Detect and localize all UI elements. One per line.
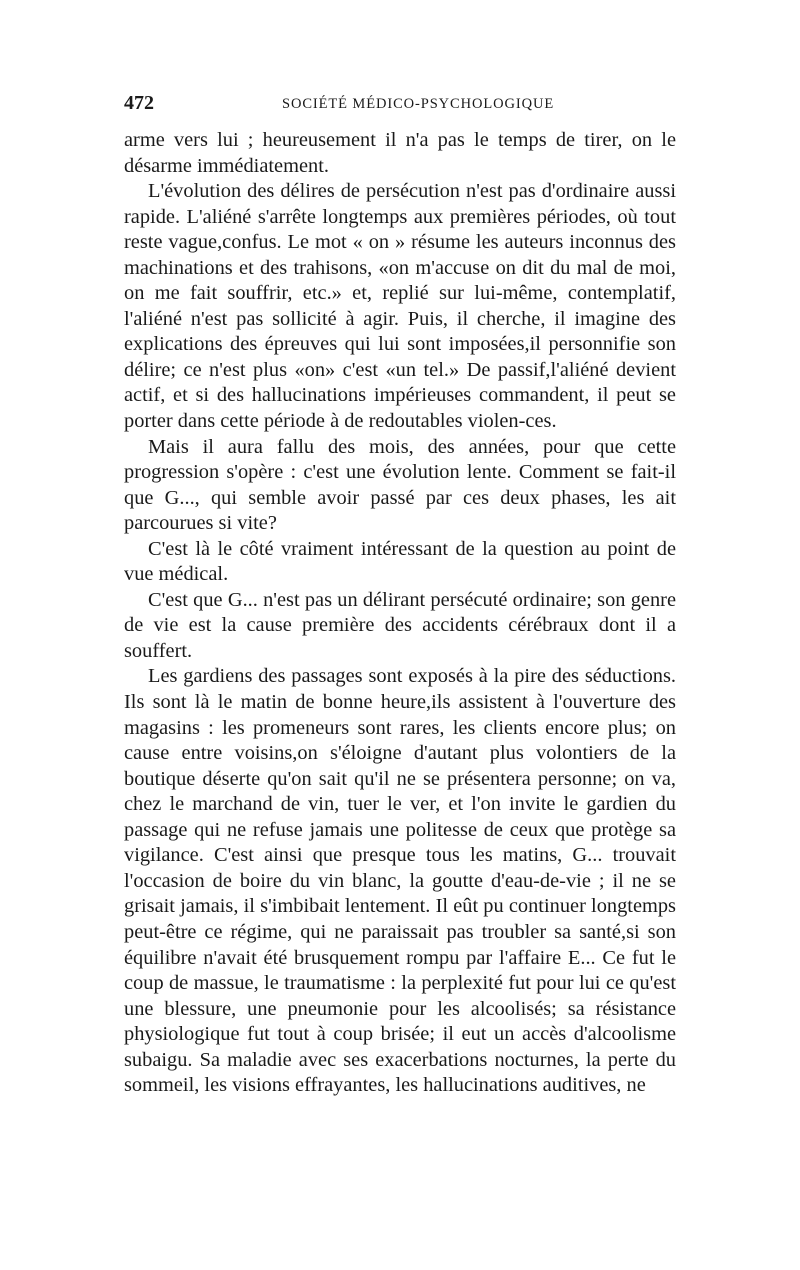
- paragraph-continuation: arme vers lui ; heureusement il n'a pas le temps de tirer, on le désarme immédiatement.: [124, 129, 676, 177]
- paragraph-gardiens-passages: Les gardiens des passages sont exposés à la pire des séductions. Ils sont là le matin de bonne heure,ils assistent à l'ouverture des magasins : les promeneurs sont rares, les clients encore plus; on cause entre voisins,on s'éloigne d'autant plus volontiers de la boutique déserte qu'on sait qu'il ne se présentera personne; on va, chez le marchand de vin, tuer le ver, et l'on invite le gardien du passage qui ne refuse jamais une politesse de ceux que protège sa vigilance. C'est ainsi que presque tous les matins, G... trouvait l'occasion de boire du vin blanc, la goutte d'eau-de-vie ; il ne se grisait jamais, il s'imbibait lentement. Il eût pu continuer longtemps peut-être ce régime, qui ne paraissait pas troubler sa santé,si son équilibre n'avait été brusquement rompu par l'affaire E... Ce fut le coup de massue, le traumatisme : la perplexité fut pour lui ce qu'est une blessure, une pneumonie pour les alcoolisés; sa résistance physiologique fut tout à coup brisée; il eut un accès d'alcoolisme subaigu. Sa maladie avec ses exacerbations nocturnes, la perte du sommeil, les visions effrayantes, les hallucinations auditives, ne: [124, 665, 676, 1097]
- running-head: [124, 93, 676, 117]
- paragraph-cote-interessant: C'est là le côté vraiment intéressant de la question au point de vue médical.: [124, 537, 676, 586]
- paragraph-evolution-delires: L'évolution des délires de persécution n'est pas d'ordinaire aussi rapide. L'aliéné s'arrête longtemps aux premières périodes, où tout reste vague,confus. Le mot « on » résume les auteurs inconnus des machinations et des trahisons, «on m'accuse on dit du mal de moi, on me fait souffrir, etc.» et, replié sur lui-même, contemplatif, l'aliéné n'est pas sollicité à agir. Puis, il cherche, il imagine des explications des épreuves qui lui sont imposées,il personnifie son délire; ce n'est plus «on» c'est «un tel.» De passif,l'aliéné devient actif, et si des hallucinations impérieuses commandent, il peut se porter dans cette période à de redoutables violen-ces.: [124, 180, 676, 433]
- journal-title: SOCIÉTÉ MÉDICO-PSYCHOLOGIQUE: [282, 96, 555, 112]
- page-number: 472: [124, 92, 154, 114]
- paragraph-genre-de-vie: C'est que G... n'est pas un délirant persécuté ordinaire; son genre de vie est la cause première des accidents cérébraux dont il a souffert.: [124, 588, 676, 662]
- body-text: [124, 128, 676, 1099]
- paragraph-progression: Mais il aura fallu des mois, des années, pour que cette progression s'opère : c'est une évolution lente. Comment se fait-il que G..., qui semble avoir passé par ces deux phases, les ait parcourues si vite?: [124, 435, 676, 535]
